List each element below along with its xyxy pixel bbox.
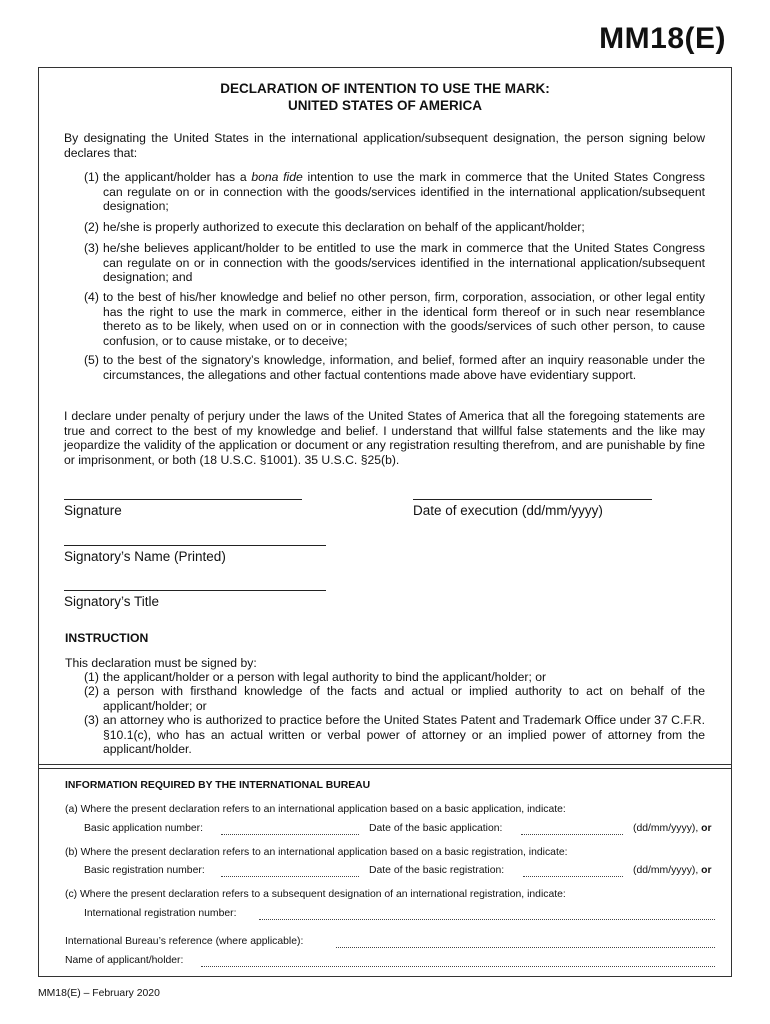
declaration-item-4 <box>84 290 705 348</box>
instruction-item-2 <box>84 684 705 713</box>
item-number: (3) <box>84 713 99 727</box>
item-number: (2) <box>84 684 99 698</box>
instruction-lead: This declaration must be signed by: <box>65 656 257 670</box>
date-format-hint: (dd/mm/yyyy), or <box>633 823 712 834</box>
item-text: to the best of his/her knowledge and belief no other person, firm, corporation, association, or other legal entity has the right to use the mark in commerce, either in the identical form thereof or in such near resemblance thereto as to be likely, when used on or in connection with the goods/services of such other person, to cause confusion, or to cause mistake, or to deceive; <box>103 290 705 348</box>
basic-registration-date-field[interactable] <box>523 876 623 877</box>
item-text: a person with firsthand knowledge of the facts and actual or implied authority to act on behalf of the applicant/holder; or <box>103 684 705 713</box>
date-of-execution-line[interactable] <box>413 499 652 500</box>
item-number: (1) <box>84 170 99 184</box>
box-divider <box>39 768 731 769</box>
basic-registration-number-label: Basic registration number: <box>84 865 205 876</box>
title-line-1: DECLARATION OF INTENTION TO USE THE MARK: <box>220 81 550 96</box>
item-text: he/she is properly authorized to execute this declaration on behalf of the applicant/holder; <box>103 220 585 234</box>
applicant-name-label: Name of applicant/holder: <box>65 955 184 966</box>
page-title <box>39 80 731 114</box>
item-text: the applicant/holder has a bona fide intention to use the mark in commerce that the United States Congress can regulate on or in connection with the goods/services identified in the international application/subsequent designation; <box>103 170 706 213</box>
item-number: (4) <box>84 290 99 304</box>
basic-application-number-label: Basic application number: <box>84 823 203 834</box>
ib-heading: INFORMATION REQUIRED BY THE INTERNATIONAL BUREAU <box>65 780 371 791</box>
international-registration-number-label: International registration number: <box>84 908 237 919</box>
footer-form-version: MM18(E) – February 2020 <box>38 988 160 999</box>
item-number: (5) <box>84 353 99 367</box>
signature-label: Signature <box>64 503 122 518</box>
title-line-2: UNITED STATES OF AMERICA <box>288 98 482 113</box>
item-number: (2) <box>84 220 99 234</box>
date-format-hint: (dd/mm/yyyy), or <box>633 865 712 876</box>
signatory-name-line[interactable] <box>64 545 326 546</box>
ib-item-b-text: (b) Where the present declaration refers to an international application based on a basic registration, indicate: <box>65 847 568 858</box>
international-bureau-box <box>38 764 732 977</box>
date-of-execution-label: Date of execution (dd/mm/yyyy) <box>413 503 603 518</box>
international-registration-number-field[interactable] <box>259 919 715 920</box>
instruction-heading: INSTRUCTION <box>65 631 149 645</box>
declaration-item-1 <box>84 170 705 214</box>
form-code: MM18(E) <box>599 22 726 55</box>
item-text: the applicant/holder or a person with legal authority to bind the applicant/holder; or <box>103 670 547 684</box>
declaration-item-2 <box>84 220 705 235</box>
ib-item-a-text: (a) Where the present declaration refers to an international application based on a basic application, indicate: <box>65 804 566 815</box>
signatory-name-label: Signatory’s Name (Printed) <box>64 549 226 564</box>
ib-item-c-text: (c) Where the present declaration refers to a subsequent designation of an international registration, indicate: <box>65 889 566 900</box>
item-number: (1) <box>84 670 99 684</box>
item-text: he/she believes applicant/holder to be entitled to use the mark in commerce that the United States Congress can regulate on or in connection with the goods/services identified in the international application/subsequent designation; and <box>103 241 705 284</box>
instruction-item-1 <box>84 670 705 685</box>
instruction-item-3 <box>84 713 705 757</box>
signature-line[interactable] <box>64 499 302 500</box>
signatory-title-label: Signatory’s Title <box>64 594 160 609</box>
basic-application-number-field[interactable] <box>221 834 359 835</box>
declaration-item-5 <box>84 353 705 382</box>
ib-reference-label: International Bureau’s reference (where applicable): <box>65 936 304 947</box>
item-text: to the best of the signatory’s knowledge, information, and belief, formed after an inquiry reasonable under the circumstances, the allegations and other factual contentions made above have evidentiary support. <box>103 353 705 382</box>
basic-registration-number-field[interactable] <box>221 876 359 877</box>
ib-reference-field[interactable] <box>336 947 715 948</box>
intro-paragraph: By designating the United States in the international application/subsequent designation, the person signing below declares that: <box>64 131 705 160</box>
item-number: (3) <box>84 241 99 255</box>
basic-application-date-field[interactable] <box>521 834 623 835</box>
perjury-declaration: I declare under penalty of perjury under the laws of the United States of America that all the foregoing statements are true and correct to the best of my knowledge and belief. I understand that willful false statements and the like may jeopardize the validity of the application or document or any registration resulting therefrom, and are punishable by fine or imprisonment, or both (18 U.S.C. §1001). 35 U.S.C. §25(b). <box>64 409 705 467</box>
applicant-name-field[interactable] <box>201 966 715 967</box>
basic-application-date-label: Date of the basic application: <box>369 823 503 834</box>
item-text: an attorney who is authorized to practice before the United States Patent and Trademark Office under 37 C.F.R. §10.1(c), who has an actual written or verbal power of attorney or an implied power of attorney from the applicant/holder. <box>103 713 705 756</box>
signatory-title-line[interactable] <box>64 590 326 591</box>
declaration-item-3 <box>84 241 705 285</box>
basic-registration-date-label: Date of the basic registration: <box>369 865 505 876</box>
